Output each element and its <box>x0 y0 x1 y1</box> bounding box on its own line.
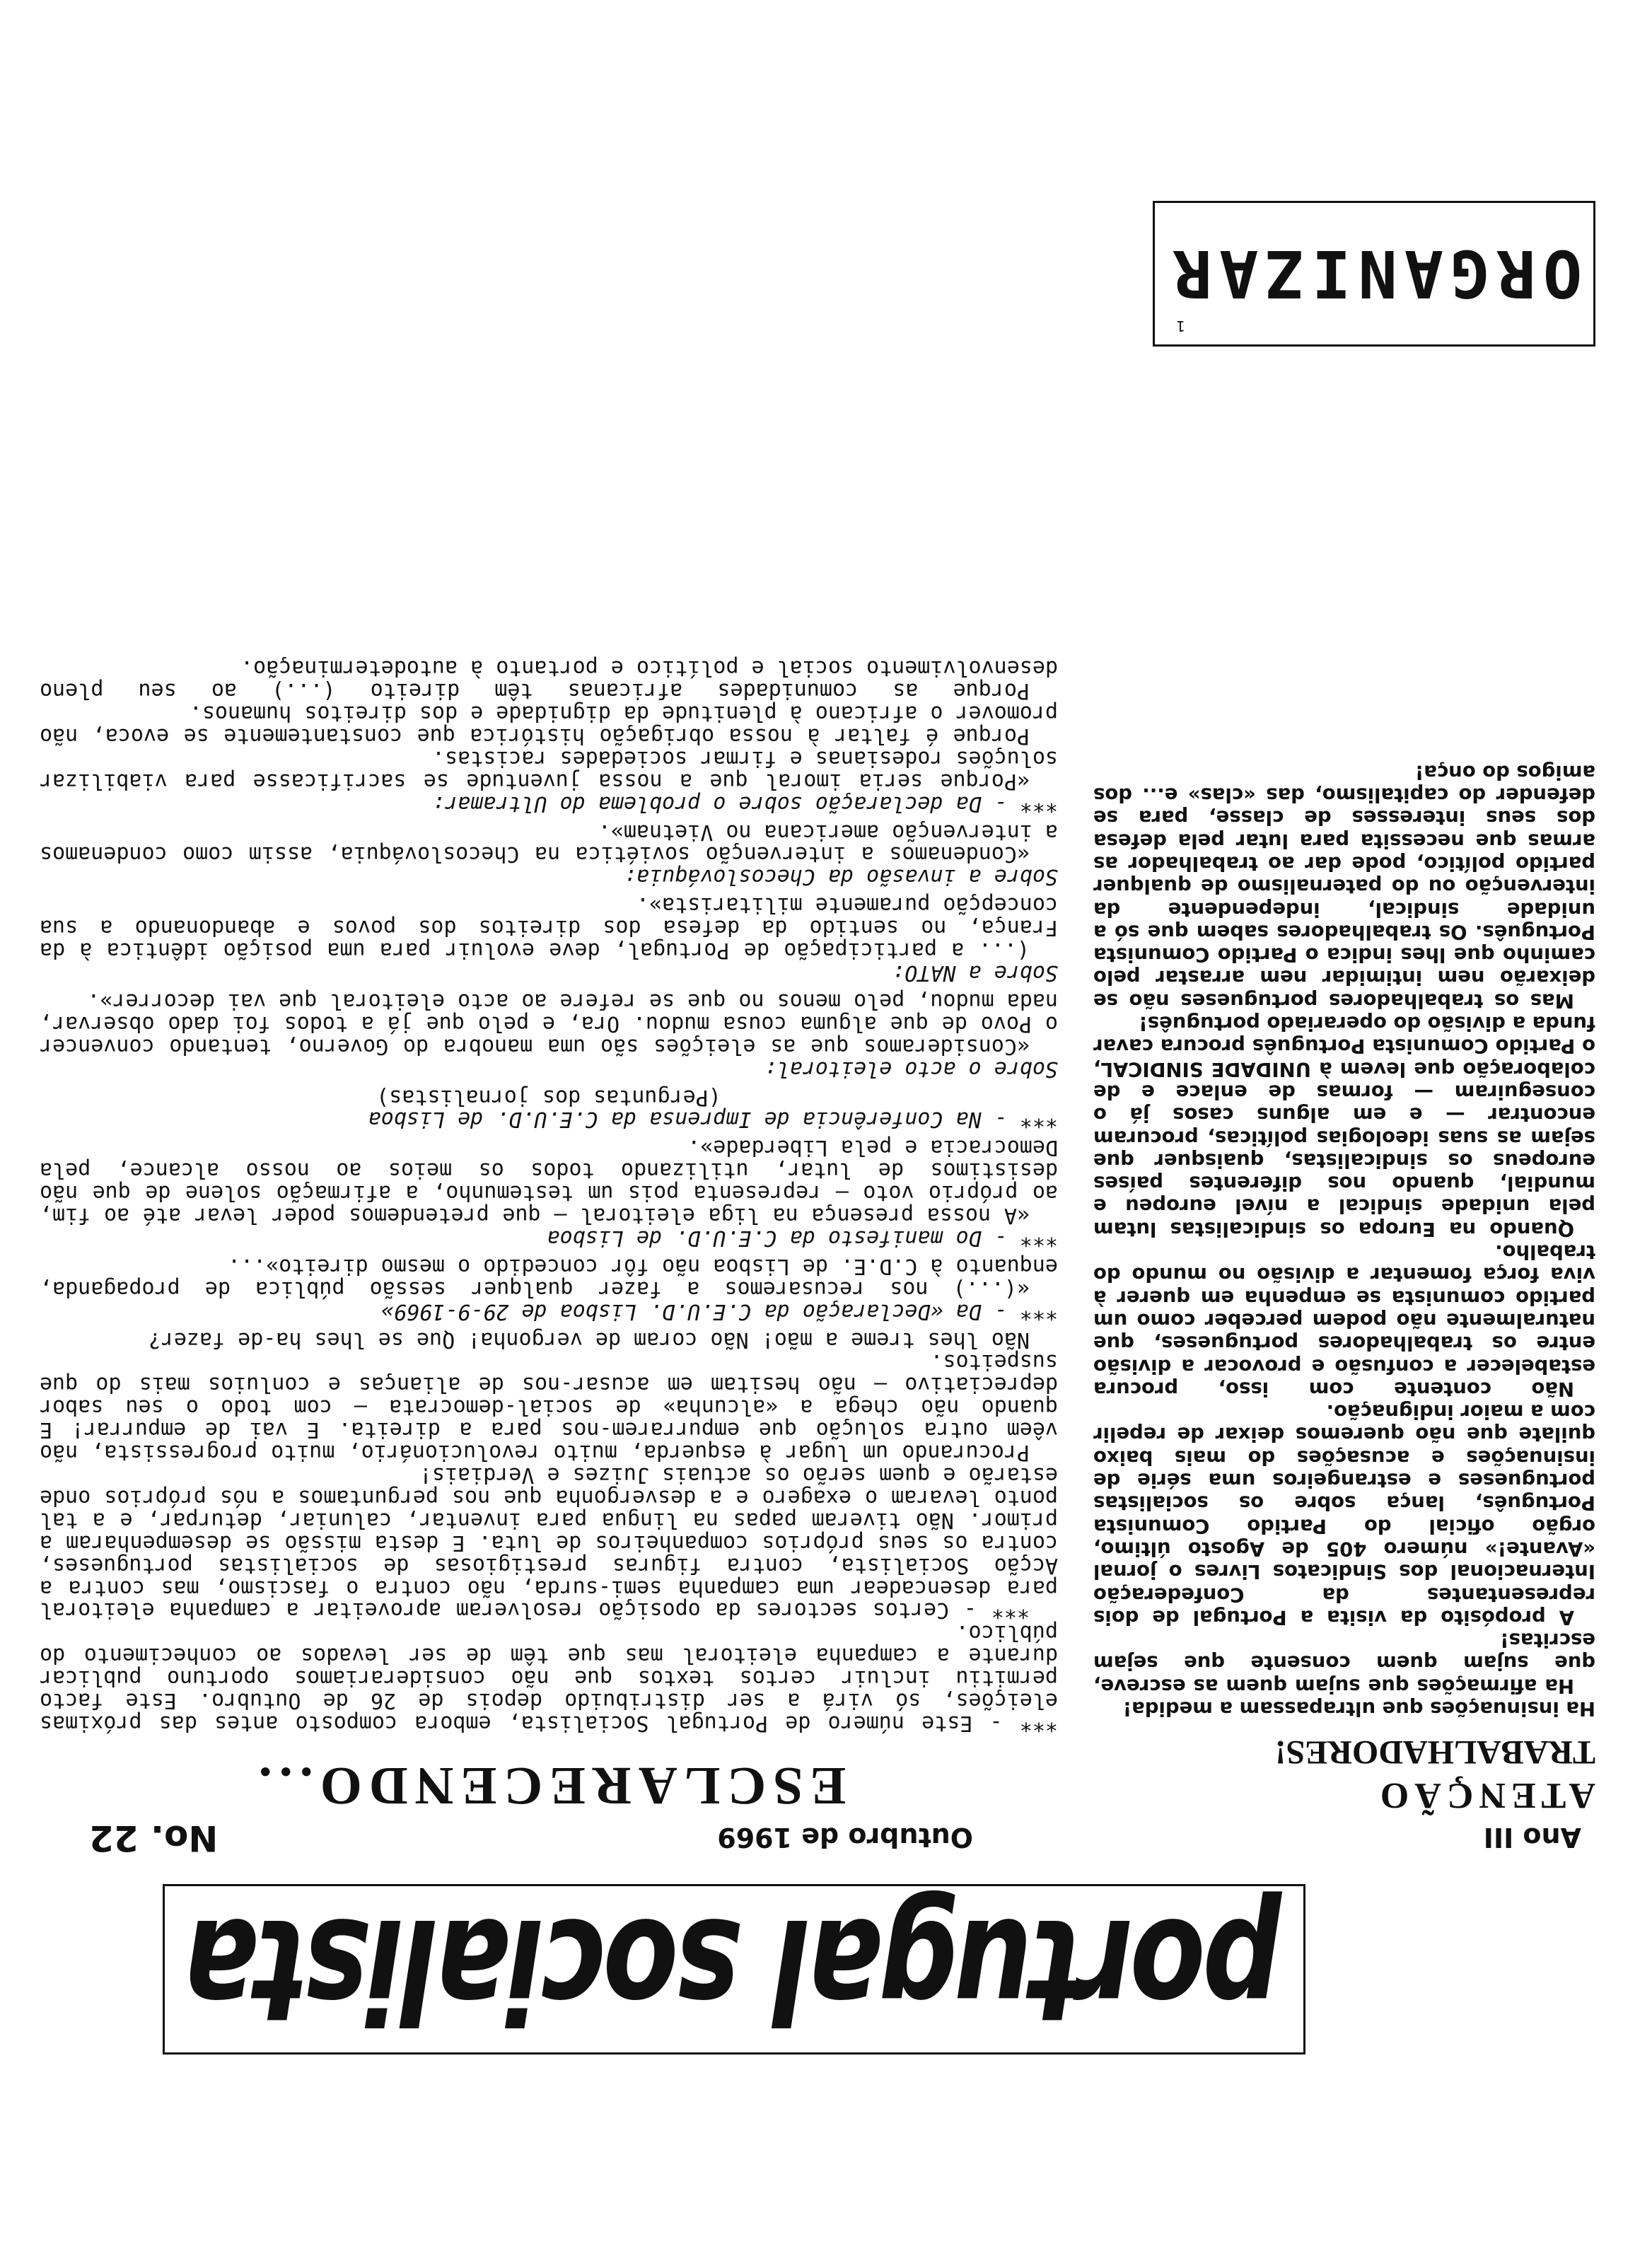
atencao-subtitle: TRABALHADORES! <box>1274 1733 1595 1771</box>
article-paragraph: «A nossa presença na liga eleitoral — que pretendemos poder levar até ao fim, ao próprio voto — representa pois um testemunho, a afirmação solene de que não desistimos de lutar, utilizando todos os meios ao nosso alcance, pela Democracia e pela Liberdade». <box>40 1135 1058 1228</box>
masthead-title: portugal socialista <box>186 1887 1282 2052</box>
article-paragraph: Procurando um lugar à esquerda, muito revolucionário, muito progressista, não vêem outra solução que empurrarem-nos para a direita. E vai de empurrar! E quando não chega a «alcunha» de social-democrata — com todo o seu sabor depreciativo — não hesitam em acusar-nos de alianças e conluios mais do que suspeitos. <box>40 1349 1058 1465</box>
organizar-word: ORGANIZAR <box>1165 236 1583 312</box>
article-paragraph: «Condenamos a intervenção soviética na Checoslováquia, assim como condenamos a intervenção americana no Vietnam». <box>40 819 1058 867</box>
article-paragraph: *** - Este número de Portugal Socialista, embora composto antes das próximas eleições, só virá a ser distribuido depois de 26 de Outubro. Este facto permitiu incluir certos textos que não considerariamos oportuno publicar durante a campanha eleitoral mas que têm de ser levados ao conhecimento do público. <box>40 1620 1058 1736</box>
right-column-body <box>40 656 1058 1734</box>
section-heading: *** - Da «Declaração da C.E.U.D. Lisboa de 29-9-1969» <box>380 1298 1058 1324</box>
organizar-box <box>1153 201 1595 347</box>
section-heading: Sobre a invasão da Checoslováquia: <box>623 864 1058 890</box>
left-paragraph: Ha insinuações que ultrapassam a medida! <box>1122 1697 1595 1720</box>
masthead-box <box>163 1884 1305 2055</box>
left-column <box>1093 761 1595 1818</box>
article-paragraph: «Porque seria imoral que a nossa juventude se sacrificasse para viabilizar soluções rodesianas e firmar sociedades racistas. <box>40 745 1058 794</box>
left-paragraph: Mas os trabalhadores portugueses não se deixarão nem intimidar nem arrastar pelo caminho que lhes indica o Partido Comunista Português. Os trabalhadores sabem que só a unidade sindical, independente da intervenção ou do paternalismo de qualquer partido político, pode dar ao trabalhador as armas que necessita para lutar pela defesa dos seus interesses de classe, para se defender do capitalismo, das «clas» e... dos amigos do onça! <box>1093 760 1595 1012</box>
issue-number: No. 22 <box>89 1818 219 1859</box>
left-paragraph: A propósito da visita a Portugal de dois representantes da Confederação Internacional dos Sindicatos Livres o jornal «Avante!» número 405 de Agosto último, orgão oficial do Partido Comunista Português, lança sobre os socialistas portugueses e estrangeiros uma série de insinuações e acusações do mais baixo quilate que não queremos deixar de repelir com a maior indignação. <box>1093 1400 1595 1629</box>
section-heading: *** - Da declaração sobre o problema do Ultramar: <box>431 791 1058 816</box>
article-paragraph: (Perguntas dos jornalistas) <box>376 1084 721 1110</box>
left-column-body <box>1093 761 1595 1720</box>
article-paragraph: Porque é faltar à nossa obrigação histórica que constantemente se evoca, não promover o africano à plenitude da dignidade e dos direitos humanos. <box>40 701 1058 748</box>
right-column <box>40 656 1058 1818</box>
section-heading: *** - Na Conferência de Imprensa da C.E.U.D. de Lisboa <box>368 1107 1058 1132</box>
atencao-title: ATENÇÃO <box>1374 1775 1595 1815</box>
article-paragraph: «Consideramos que as eleições são uma manobra do Governo, tentando convencer o Povo de que alguma cousa mudou. Ora, e pelo que já a todos foi dado observar, nada mudou, pelo menos no que se refere ao acto eleitoral que vai decorrer». <box>40 988 1058 1059</box>
issue-year: Ano III <box>1483 1822 1581 1853</box>
article-paragraph: *** - Certos sectores da oposição resolveram aproveitar a campanha eleitoral para desencadear uma campanha semi-surda, não contra o fascismo, mas contra a Acção Socialista, contra figuras prestigiosas de socialistas portugueses, contra os seus próprios companheiros de luta. E desta missão se desempenharam a primor. Não tiveram papas na lingua para inventar, caluniar, deturpar, e a tal ponto levaram o exagero e a desvergonha que nos perguntamos a nós próprios onde estarão e quem serão os actuais Juizes e Verdiais! <box>40 1463 1058 1623</box>
article-paragraph: «(...) nos recusaremos a fazer qualquer sessão pública de propaganda, enquanto à C.D.E. de Lisboa não fôr concedido o mesmo direito»... <box>40 1253 1058 1301</box>
left-paragraph: Não contente com isso, procura estabelecer a confusão e provocar a divisão entre os trabalhadores portugueses, que naturalmente não podem perceber como um partido comunista se empenha em querer à viva força fomentar a divisão no mundo do trabalho. <box>1093 1240 1595 1400</box>
organizar-mark: 1 <box>1176 318 1185 335</box>
section-heading: Sobre o acto eleitoral: <box>764 1056 1058 1081</box>
issue-date: Outubro de 1969 <box>717 1822 973 1853</box>
article-paragraph: Porque as comunidades africanas têm direito (...) ao seu pleno desenvolvimento social e político e portanto à autodeterminação. <box>40 656 1058 704</box>
left-paragraph: Quando na Europa os sindicalistas lutam pela unidade sindical a nível europeu e mundial, quando nos diferentes países europeus os sindicalistas, quaisquer que sejam as suas ideologias políticas, procuram encontrar — e em alguns casos já o conseguiram — formas de enlace e de colaboração que levem à UNIDADE SINDICAL, o Partido Comunista Português procura cavar funda a divisão do operariado português! <box>1093 1012 1595 1240</box>
section-heading: *** - Do manifesto da C.E.U.D. de Lisboa <box>547 1225 1058 1250</box>
section-heading: Sobre a NATO: <box>892 960 1058 985</box>
esclarecendo-title: ESCLARECENDO... <box>251 1756 847 1815</box>
article-paragraph: (... a participação de Portugal, deve evoluir para uma posição idêntica à da França, no sentido da defesa dos direitos dos povos e abandonando a sua concepção puramente militarista». <box>40 893 1058 963</box>
article-paragraph: Não lhes treme a mão! Não coram de vergonha! Que se lhes ha-de fazer? <box>148 1327 1030 1352</box>
left-paragraph: Ha afirmações que sujam quem as escreve, que sujam quem consente que sejam escritas! <box>1093 1629 1595 1697</box>
